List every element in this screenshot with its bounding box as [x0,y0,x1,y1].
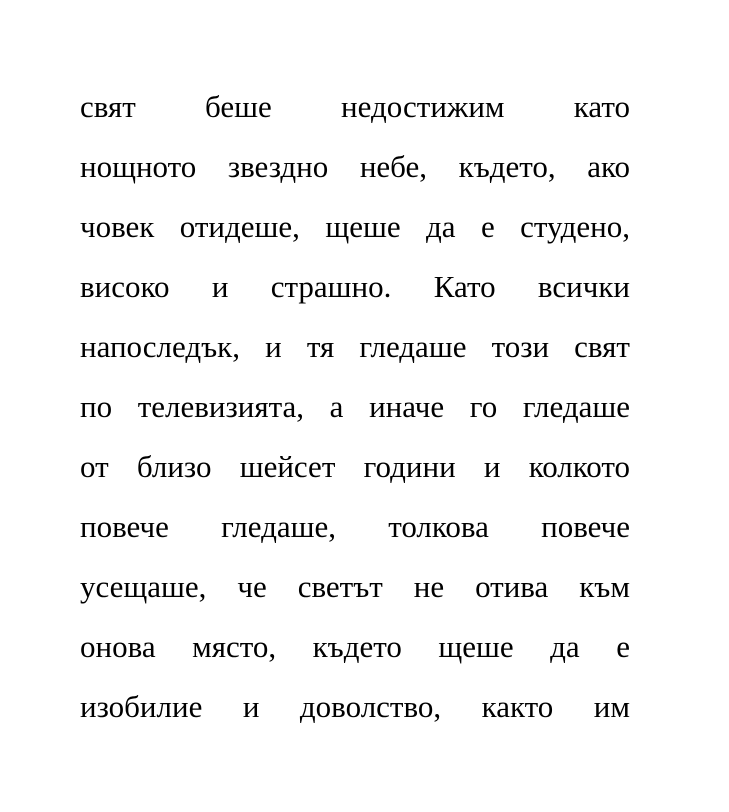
word: и [265,329,282,364]
word: свят [80,89,136,124]
word: е [480,209,495,244]
word: студено, [520,209,630,244]
text-line [80,382,630,442]
word: беше [205,89,272,124]
word: години [363,449,456,484]
text-line [80,442,630,502]
word: и [211,269,229,304]
word: иначе [369,389,445,424]
text-line [80,502,630,562]
word: онова [80,629,156,664]
word: от [80,449,109,484]
word: всички [537,269,630,304]
word: да [550,629,580,664]
text-line [80,682,630,742]
word: където, [458,149,556,184]
word: че [237,569,267,604]
word: телевизията, [137,389,305,424]
word: е [616,629,630,664]
word: повече [541,509,630,544]
word: отидеше, [179,209,300,244]
word: светът [297,569,383,604]
text-line [80,622,630,682]
word: по [80,389,113,424]
text-line [80,202,630,262]
text-line [80,562,630,622]
word: звездно [227,149,329,184]
word: толкова [388,509,489,544]
word: свят [574,329,630,364]
word: колкото [528,449,630,484]
word: недостижим [341,89,505,124]
word: гледаше [359,329,467,364]
word: като [573,89,630,124]
word: към [579,569,630,604]
word: както [481,689,554,724]
word: им [593,689,630,724]
word: високо [80,269,170,304]
body-text [80,82,630,742]
text-line [80,262,630,322]
word: и [483,449,501,484]
text-line [80,82,630,142]
word: Като [433,269,496,304]
text-line [80,322,630,382]
word: където [312,629,402,664]
word: отива [475,569,549,604]
word: да [426,209,456,244]
word: гледаше, [221,509,336,544]
word: място, [192,629,277,664]
text-line [80,142,630,202]
word: доволство, [299,689,442,724]
word: близо [136,449,212,484]
word: а [329,389,344,424]
word: шейсет [239,449,336,484]
word: повече [80,509,169,544]
word: щеше [438,629,514,664]
word: и [242,689,260,724]
word: го [469,389,498,424]
word: гледаше [522,389,630,424]
word: нощното [80,149,197,184]
word: тя [306,329,335,364]
word: човек [80,209,155,244]
word: усещаше, [80,569,207,604]
word: не [413,569,445,604]
word: страшно. [270,269,392,304]
word: ако [587,149,630,184]
word: небе, [359,149,428,184]
word: този [491,329,550,364]
word: щеше [325,209,401,244]
word: изобилие [80,689,203,724]
word: напоследък, [80,329,240,364]
